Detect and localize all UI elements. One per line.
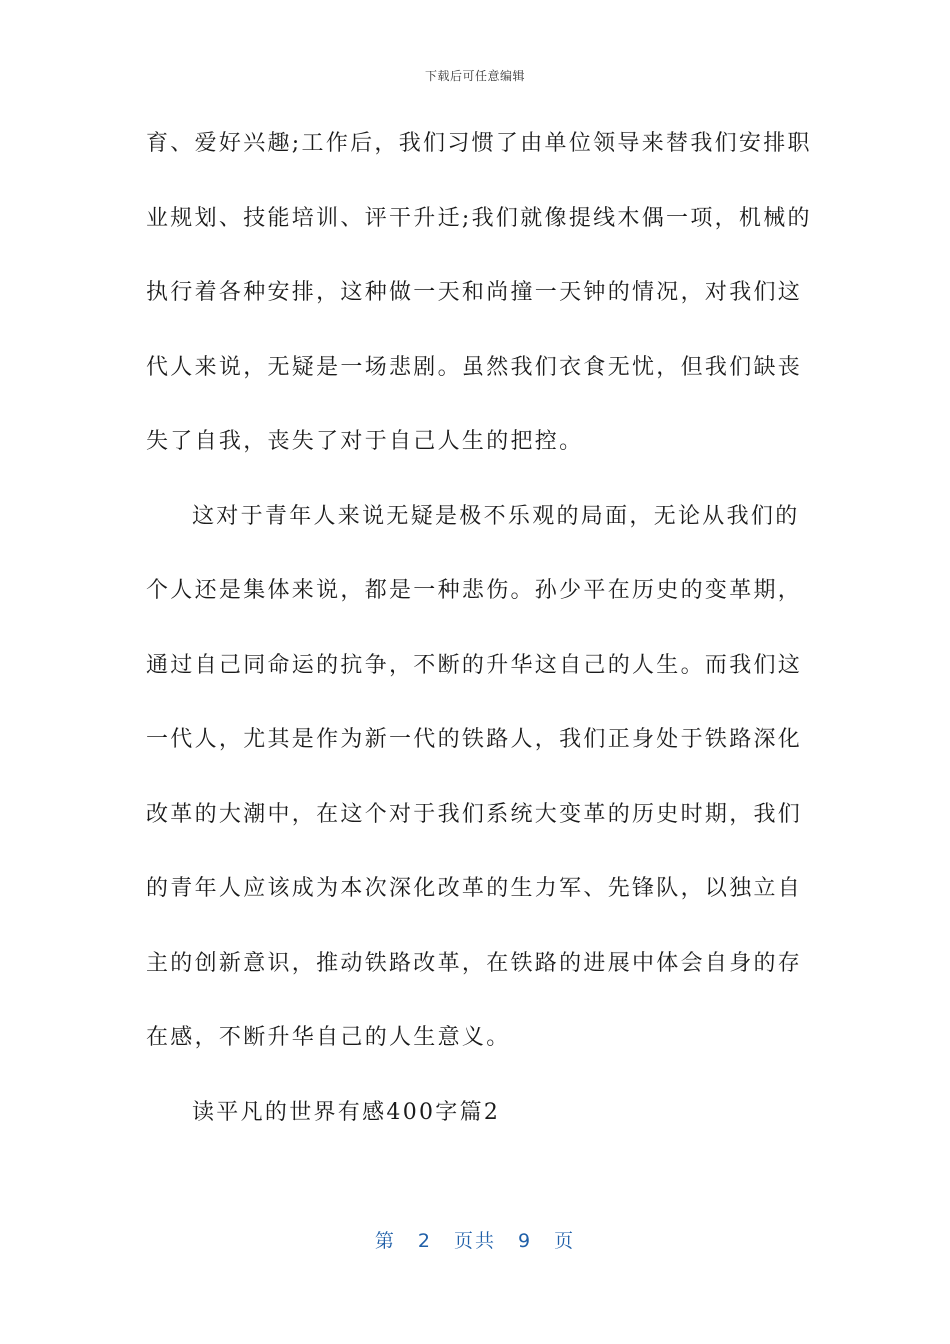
- text-line: 一代人，尤其是作为新一代的铁路人，我们正身处于铁路深化: [146, 727, 803, 752]
- text-line: 主的创新意识，推动铁路改革，在铁路的进展中体会自身的存: [146, 950, 803, 976]
- text-line: 执行着各种安排，这种做一天和尚撞一天钟的情况，对我们这: [146, 280, 803, 305]
- text-line: 的青年人应该成为本次深化改革的生力军、先锋队，以独立自: [146, 876, 803, 901]
- section-heading: 读平凡的世界有感400字篇2: [192, 1099, 501, 1125]
- text-line: 改革的大潮中，在这个对于我们系统大变革的历史时期，我们: [146, 801, 803, 827]
- text-line: 代人来说，无疑是一场悲剧。虽然我们衣食无忧，但我们缺丧: [146, 354, 803, 380]
- text-line: 通过自己同命运的抗争，不断的升华这自己的人生。而我们这: [146, 652, 803, 678]
- text-line: 这对于青年人来说无疑是极不乐观的局面，无论从我们的: [192, 503, 800, 529]
- text-line: 育、爱好兴趣;工作后，我们习惯了由单位领导来替我们安排职: [146, 131, 812, 156]
- text-line: 失了自我，丧失了对于自己人生的把控。: [146, 429, 584, 454]
- page-header-note: 下载后可任意编辑: [424, 69, 525, 83]
- text-line: 个人还是集体来说，都是一种悲伤。孙少平在历史的变革期，: [146, 578, 803, 603]
- page-number-footer: 第 2 页共 9 页: [374, 1230, 576, 1252]
- text-line: 业规划、技能培训、评干升迁;我们就像提线木偶一项，机械的: [146, 205, 812, 231]
- text-line: 在感，不断升华自己的人生意义。: [146, 1025, 511, 1050]
- document-body: [146, 124, 812, 1167]
